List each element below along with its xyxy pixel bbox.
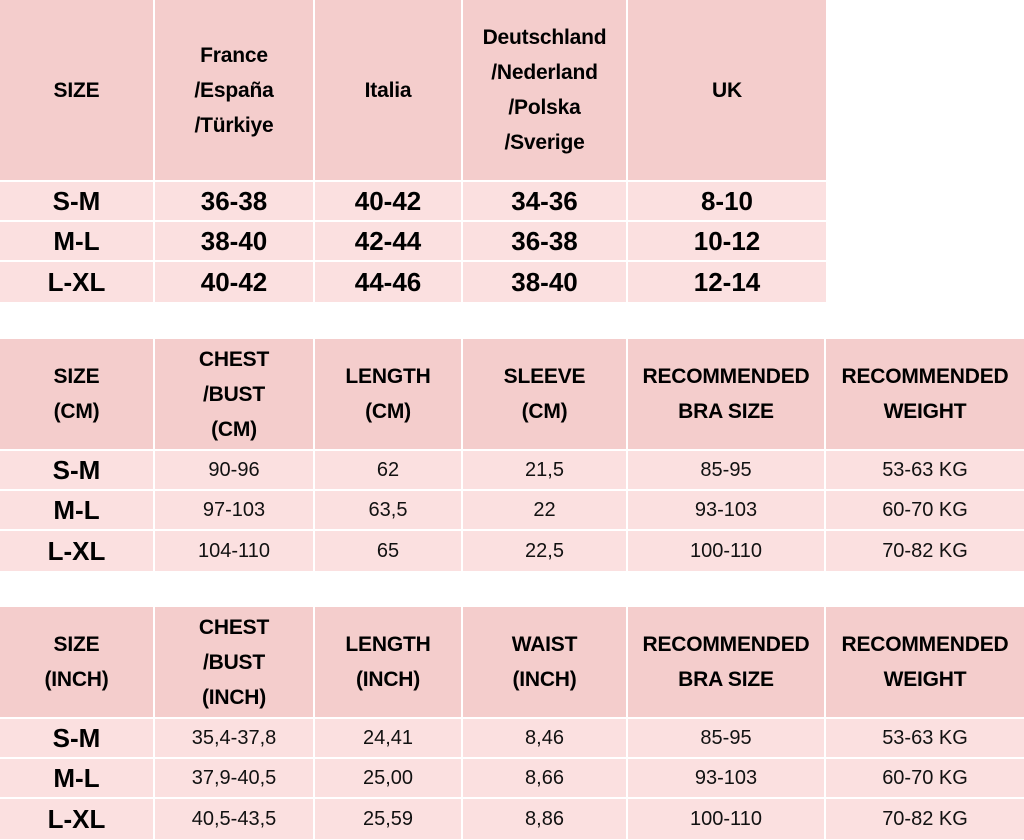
table-row [0,222,826,262]
table-cell: 12-14 [628,262,826,302]
header-recommended-weight: RECOMMENDED WEIGHT [826,339,1024,451]
header-length-inch: LENGTH (INCH) [315,607,463,719]
table-cell: 44-46 [315,262,463,302]
table-cell: 62 [315,451,463,491]
table-cell: 53-63 KG [826,719,1024,759]
table-cell: 100-110 [628,799,826,839]
table-cell: 40,5-43,5 [155,799,315,839]
size-label: S-M [0,451,155,491]
header-italy: Italia [315,0,463,182]
table-cell: 35,4-37,8 [155,719,315,759]
table-cell: 8,86 [463,799,628,839]
table-row [0,451,1024,491]
table-cell: 10-12 [628,222,826,262]
table-cell: 25,00 [315,759,463,799]
table-cell: 24,41 [315,719,463,759]
header-germany-netherlands-poland-sweden: Deutschland /Nederland /Polska /Sverige [463,0,628,182]
table-cell: 85-95 [628,719,826,759]
table-cell: 40-42 [155,262,315,302]
table-row [0,759,1024,799]
table-row [0,262,826,302]
header-chest-bust-cm: CHEST /BUST (CM) [155,339,315,451]
header-recommended-bra-size: RECOMMENDED BRA SIZE [628,607,826,719]
table-cell: 37,9-40,5 [155,759,315,799]
table-cell: 104-110 [155,531,315,571]
header-chest-bust-inch: CHEST /BUST (INCH) [155,607,315,719]
table-cell: 22,5 [463,531,628,571]
table-cell: 36-38 [463,222,628,262]
table-cell: 36-38 [155,182,315,222]
table-row [0,719,1024,759]
size-label: S-M [0,182,155,222]
table-cell: 85-95 [628,451,826,491]
table-row [0,799,1024,839]
header-sleeve-cm: SLEEVE (CM) [463,339,628,451]
size-label: L-XL [0,262,155,302]
header-recommended-bra-size: RECOMMENDED BRA SIZE [628,339,826,451]
table-row [0,182,826,222]
table-cell: 8,46 [463,719,628,759]
table-cell: 65 [315,531,463,571]
table-cell: 63,5 [315,491,463,531]
table-cell: 8,66 [463,759,628,799]
table-row [0,491,1024,531]
table-header-row [0,339,1024,451]
cm-measurements-table [0,339,1024,571]
header-size-cm: SIZE (CM) [0,339,155,451]
table-cell: 22 [463,491,628,531]
header-length-cm: LENGTH (CM) [315,339,463,451]
table-cell: 60-70 KG [826,491,1024,531]
table-cell: 70-82 KG [826,799,1024,839]
table-cell: 97-103 [155,491,315,531]
table-header-row [0,0,826,182]
header-recommended-weight: RECOMMENDED WEIGHT [826,607,1024,719]
table-cell: 42-44 [315,222,463,262]
table-header-row [0,607,1024,719]
table-cell: 38-40 [155,222,315,262]
table-row [0,531,1024,571]
table-cell: 60-70 KG [826,759,1024,799]
size-label: S-M [0,719,155,759]
table-cell: 53-63 KG [826,451,1024,491]
table-cell: 93-103 [628,491,826,531]
table-cell: 38-40 [463,262,628,302]
table-cell: 25,59 [315,799,463,839]
header-france-spain-turkey: France /España /Türkiye [155,0,315,182]
size-label: L-XL [0,531,155,571]
header-size: SIZE [0,0,155,182]
size-label: M-L [0,491,155,531]
table-cell: 100-110 [628,531,826,571]
table-cell: 21,5 [463,451,628,491]
header-size-inch: SIZE (INCH) [0,607,155,719]
size-label: M-L [0,222,155,262]
header-uk: UK [628,0,826,182]
table-cell: 40-42 [315,182,463,222]
header-waist-inch: WAIST (INCH) [463,607,628,719]
inch-measurements-table [0,607,1024,839]
table-cell: 34-36 [463,182,628,222]
international-size-table [0,0,826,302]
table-cell: 70-82 KG [826,531,1024,571]
table-cell: 93-103 [628,759,826,799]
size-label: L-XL [0,799,155,839]
table-cell: 90-96 [155,451,315,491]
size-label: M-L [0,759,155,799]
table-cell: 8-10 [628,182,826,222]
